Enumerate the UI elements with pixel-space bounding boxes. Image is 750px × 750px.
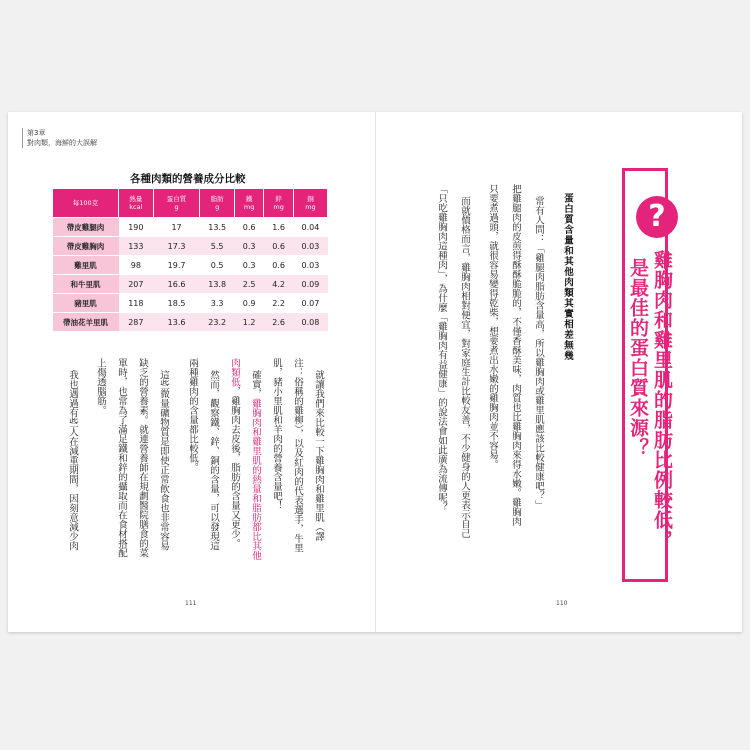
table-header-row xyxy=(53,189,328,218)
table-row xyxy=(53,218,328,237)
value-cell: 98 xyxy=(119,256,154,275)
value-cell: 18.5 xyxy=(153,294,200,313)
meat-name-cell: 和牛里肌 xyxy=(53,275,119,294)
value-cell: 0.07 xyxy=(293,294,327,313)
left-col-6: 兩種雞肉的含量都比較低。 xyxy=(187,358,198,472)
meat-name-cell: 帶油花羊里肌 xyxy=(53,313,119,332)
table-row xyxy=(53,256,328,275)
table-header-cell: 熱量 kcal xyxy=(119,189,154,218)
right-col-3: 而就價格而言，雞胸肉相對便宜，對家庭生計比較友善，不少健身的人更表示自己 xyxy=(459,196,470,538)
value-cell: 13.6 xyxy=(153,313,200,332)
right-col-0: 常有人問：「雞腿肉脂肪含量高，所以雞胸肉或雞里肌應該比較健康吧？」 xyxy=(533,196,544,510)
value-cell: 0.3 xyxy=(234,256,264,275)
value-cell: 0.9 xyxy=(234,294,264,313)
table-body xyxy=(53,218,328,332)
meat-name-cell: 帶皮雞腿肉 xyxy=(53,218,119,237)
value-cell: 190 xyxy=(119,218,154,237)
value-cell: 3.3 xyxy=(200,294,234,313)
value-cell: 2.6 xyxy=(264,313,294,332)
table-title: 各種肉類的營養成分比較 xyxy=(130,173,246,185)
left-col-8: 缺乏的營養素。就連營養師在規劃醫院膳食的菜 xyxy=(137,358,148,558)
highlight-before: 確實， xyxy=(250,370,261,399)
left-col-10: 上傷透腦筋。 xyxy=(95,358,106,415)
value-cell: 207 xyxy=(119,275,154,294)
value-cell: 16.6 xyxy=(153,275,200,294)
value-cell: 0.08 xyxy=(293,313,327,332)
right-col-4: 「只吃雞胸肉這種肉」，為什麼「雞胸肉有益健康」的說法會如此廣為流傳呢？ xyxy=(436,184,447,512)
value-cell: 2.2 xyxy=(264,294,294,313)
right-col-2: 只要煮過頭，就很容易變得乾柴，想要煮出水嫩的雞胸肉並不容易。 xyxy=(487,184,498,469)
left-col-3 xyxy=(249,370,262,590)
table-header-cell: 鋅 mg xyxy=(264,189,294,218)
title-line-1: 雞胸肉和雞里肌的脂肪比例較低， xyxy=(651,250,673,550)
gutter xyxy=(375,112,376,632)
value-cell: 0.03 xyxy=(293,256,327,275)
table-header-cell: 脂肪 g xyxy=(200,189,234,218)
value-cell: 17.3 xyxy=(153,237,200,256)
table-row xyxy=(53,237,328,256)
value-cell: 1.2 xyxy=(234,313,264,332)
chapter-number: 第3章 xyxy=(27,129,46,137)
value-cell: 4.2 xyxy=(264,275,294,294)
table-header-cell: 蛋白質 g xyxy=(153,189,200,218)
page-number-left: 111 xyxy=(185,600,197,607)
left-col-1: 注：俗稱的雞柳），以及紅肉的代表選手，牛里 xyxy=(292,358,303,553)
table-header-cell: 鐵 mg xyxy=(234,189,264,218)
meat-name-cell: 帶皮雞胸肉 xyxy=(53,237,119,256)
value-cell: 0.09 xyxy=(293,275,327,294)
value-cell: 0.5 xyxy=(200,256,234,275)
value-cell: 19.7 xyxy=(153,256,200,275)
left-col-2: 肌，豬小里肌和羊肉的營養含量吧！ xyxy=(271,358,282,510)
page-number-right: 110 xyxy=(556,600,568,607)
value-cell: 118 xyxy=(119,294,154,313)
title-line-2: 是最佳的蛋白質來源？ xyxy=(627,258,649,458)
left-col-7: 這些微量礦物質是即使正常飲食也非常容易 xyxy=(158,370,169,551)
question-mark-icon: ? xyxy=(636,196,678,238)
right-col-1: 把雞腿肉的皮煎得酥酥脆脆的，不僅香酥美味，肉質也比雞胸肉來得水嫩。雞胸肉 xyxy=(510,184,521,526)
meat-name-cell: 雞里肌 xyxy=(53,256,119,275)
meat-name-cell: 豬里肌 xyxy=(53,294,119,313)
subheading: 蛋白質含量和其他肉類其實相差無幾 xyxy=(562,193,573,361)
chapter-title: 對肉類，海鮮的大誤解 xyxy=(27,139,97,147)
value-cell: 133 xyxy=(119,237,154,256)
table-row xyxy=(53,313,328,332)
value-cell: 287 xyxy=(119,313,154,332)
chapter-header xyxy=(22,128,97,148)
value-cell: 5.5 xyxy=(200,237,234,256)
left-col-5: 然而，觀察鐵、鋅、銅的含量，可以發現這 xyxy=(208,370,219,551)
highlight-pink: 雞胸肉和雞里肌的熱量和脂肪都比其他 xyxy=(250,398,261,560)
value-cell: 13.8 xyxy=(200,275,234,294)
value-cell: 1.6 xyxy=(264,218,294,237)
value-cell: 13.5 xyxy=(200,218,234,237)
table-row xyxy=(53,275,328,294)
table-header-cell: 每100克 xyxy=(53,189,119,218)
left-col-11: 我也遇過有些人在減重期間，因刻意減少肉 xyxy=(67,370,78,551)
value-cell: 0.6 xyxy=(264,256,294,275)
table-header-cell: 銅 mg xyxy=(293,189,327,218)
value-cell: 23.2 xyxy=(200,313,234,332)
left-col-0: 就讓我們來比較一下雞胸肉和雞里肌（譯 xyxy=(313,370,324,541)
table-row xyxy=(53,294,328,313)
nutrition-table xyxy=(52,188,328,332)
value-cell: 2.5 xyxy=(234,275,264,294)
value-cell: 0.6 xyxy=(264,237,294,256)
value-cell: 0.6 xyxy=(234,218,264,237)
value-cell: 0.03 xyxy=(293,237,327,256)
left-col-9: 單時，也常為了滿足鐵和鋅的攝取而在食材搭配 xyxy=(116,358,127,558)
value-cell: 17 xyxy=(153,218,200,237)
value-cell: 0.3 xyxy=(234,237,264,256)
left-col-4 xyxy=(228,358,241,590)
value-cell: 0.04 xyxy=(293,218,327,237)
highlight-pink-2: 肉類低 xyxy=(229,358,240,387)
highlight-after: ，雞胸肉去皮後，脂肪的含量又更少。 xyxy=(229,386,240,548)
